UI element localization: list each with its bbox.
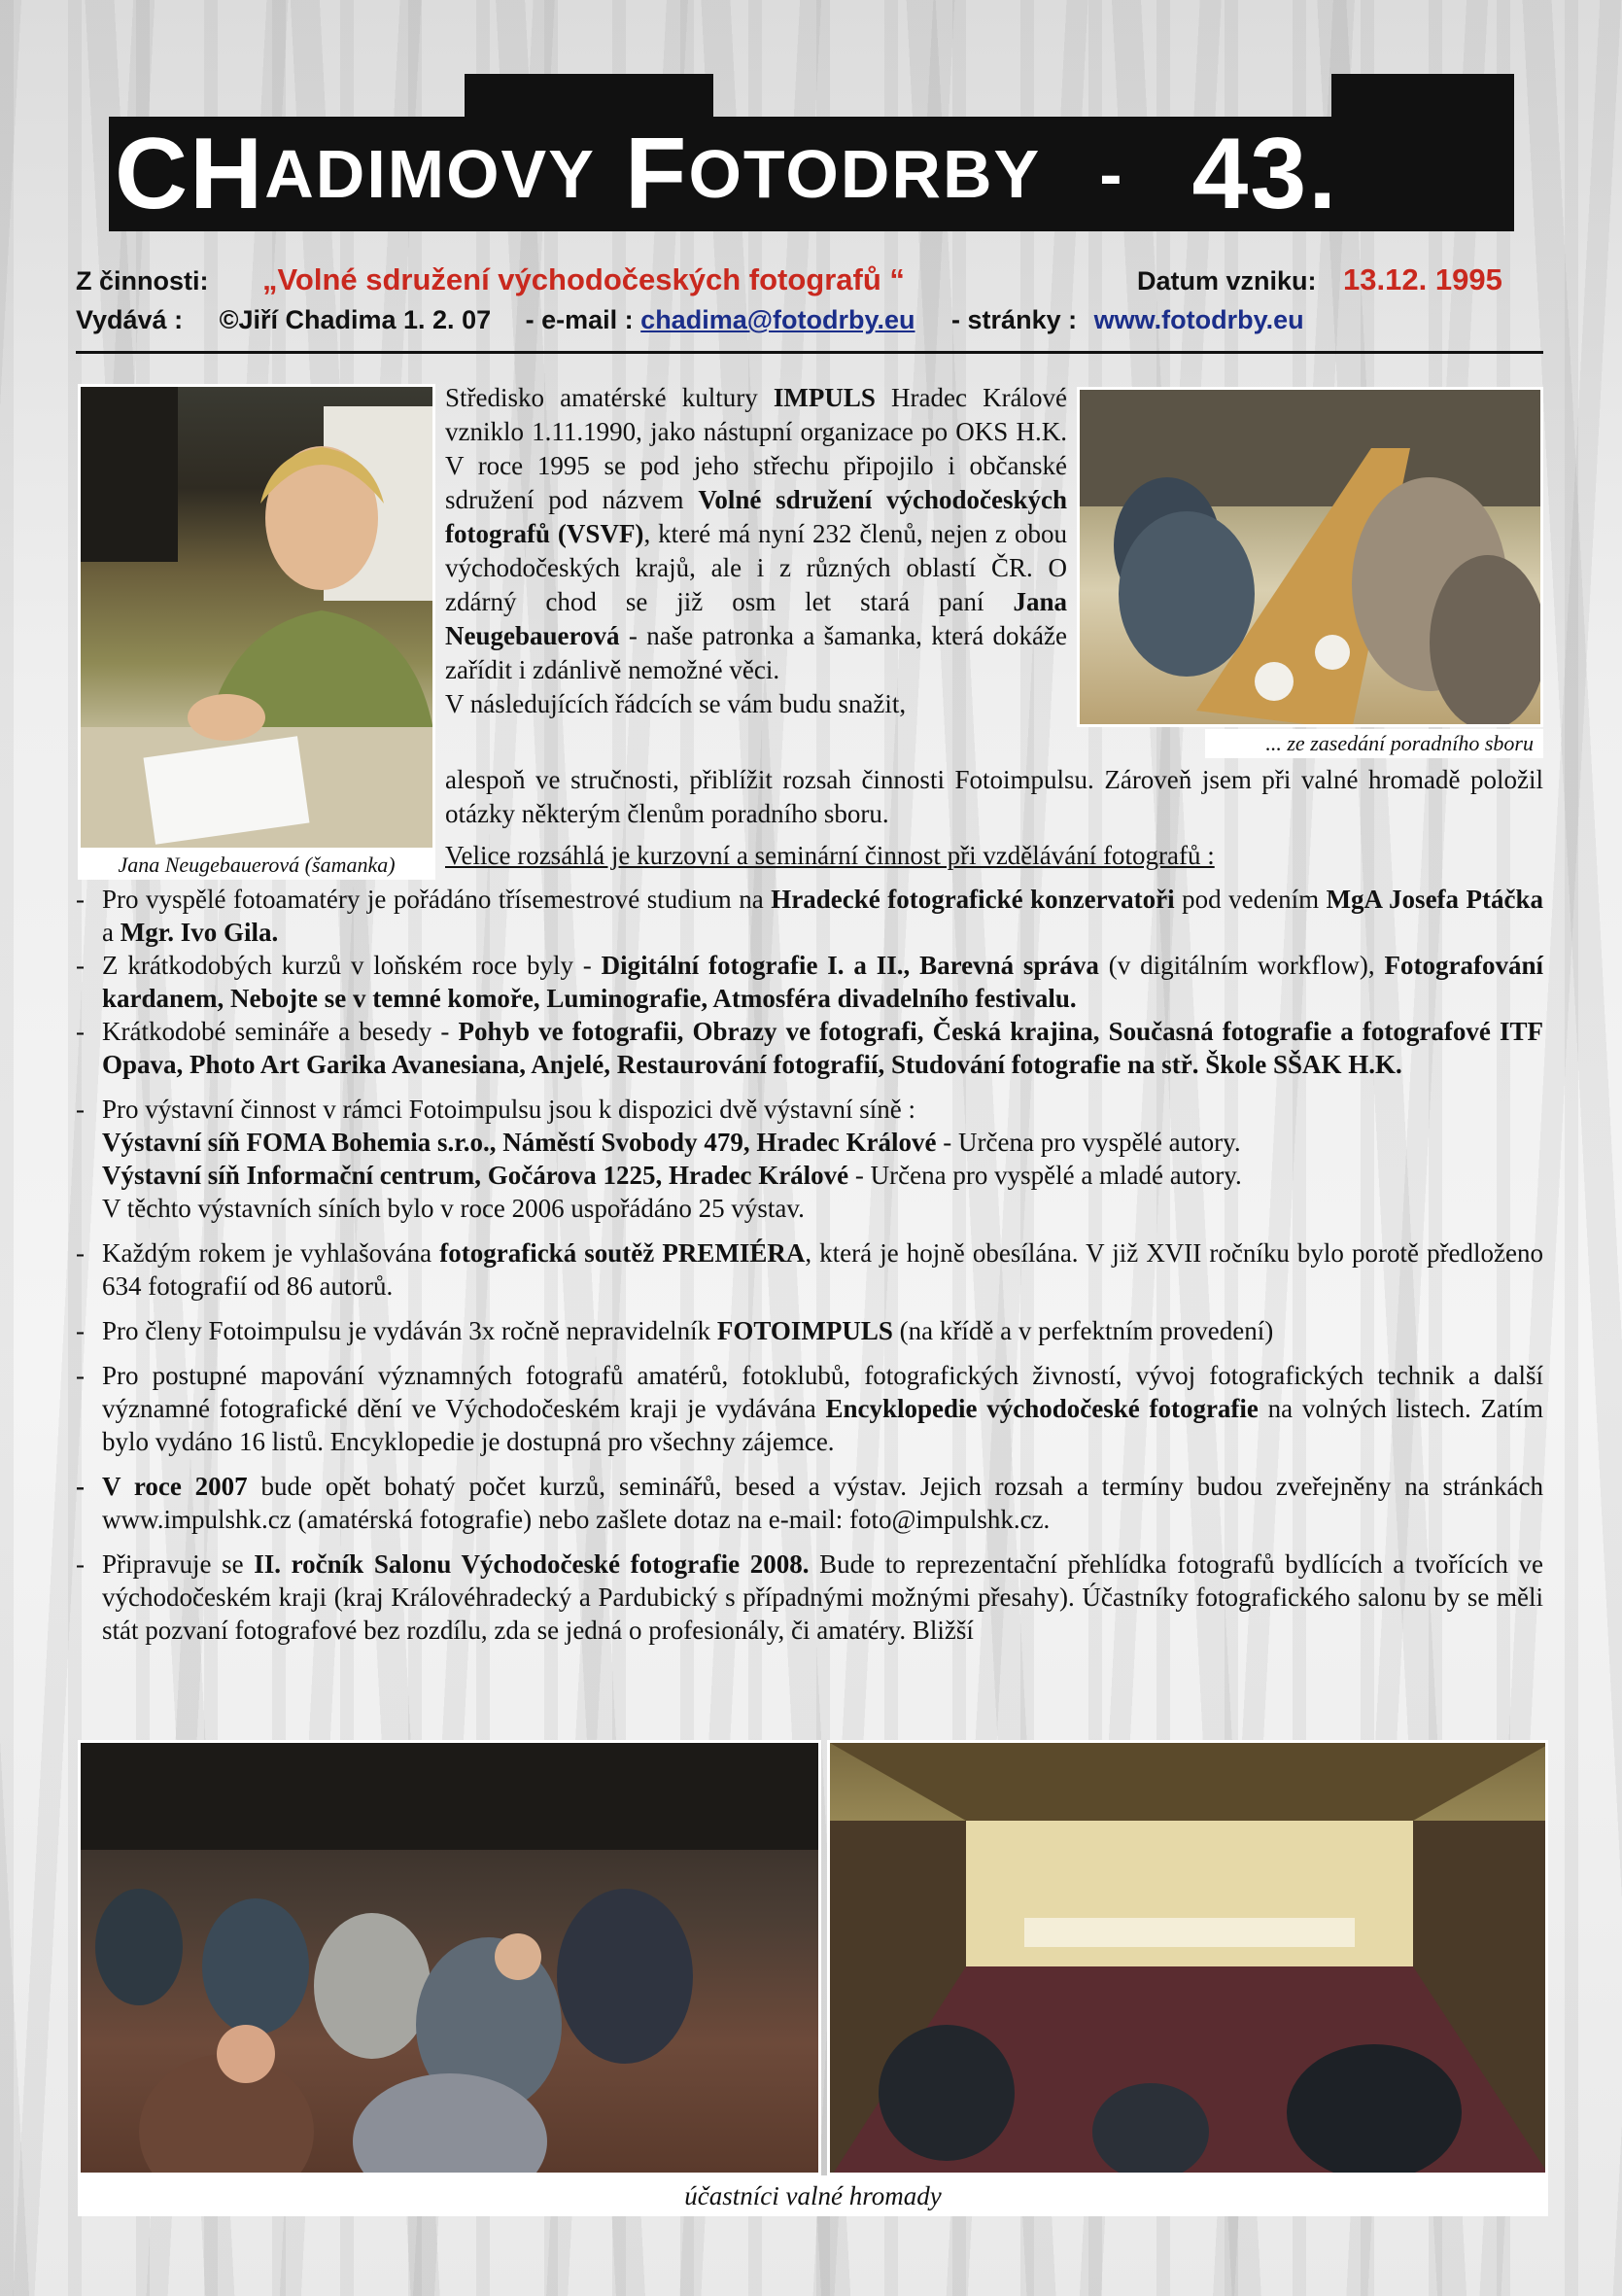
title-dash: - bbox=[1099, 136, 1124, 212]
intro-paragraph: Středisko amatérské kultury IMPULS Hradec Králové vzniklo 1.11.1990, jako nástupní organizace po OKS H.K. V roce 1995 se pod jeho střechu připojilo i občanské sdružení pod názvem Volné sdružení východočeských fotografů (VSVF), které má nyní 232 členů, nejen z obou východočeských krajů, ale i z různých oblastí ČR. O zdárný chod se již osm let stará paní Jana Neugebauerová - naše patronka a šamanka, která dokáže zařídit i zdánlivě nemožné věci. V následujících řádcích se vám budu snažit, bbox=[445, 383, 1068, 718]
bullet-seminare: - Krátkodobé semináře a besedy - Pohyb ve fotografii, Obrazy ve fotografi, Česká krajina, Současná fotografie a fotografové ITF Opava, Photo Art Garika Avanesiana, Anjelé, Restaurování fotografií, Studování fotografie na stř. Škole SŠAK H.K. bbox=[76, 1017, 1543, 1079]
founded-value: 13.12. 1995 bbox=[1343, 262, 1502, 296]
intro-paragraph-2: alespoň ve stručnosti, přiblížit rozsah činnosti Fotoimpulsu. Zároveň jsem při valné hromadě položil otázky některým členům poradního sboru. bbox=[445, 765, 1543, 828]
bullet-vystavy: - Pro výstavní činnost v rámci Fotoimpulsu jsou k dispozici dvě výstavní síně : Výstavní síň FOMA Bohemia s.r.o., Náměstí Svobody 479, Hradec Králové - Určena pro vyspělé autory. Výstavní síň Informační centrum, Gočárova 1225, Hradec Králové - Určena pro vyspělé a mladé autory. V těchto výstavních síních bylo v roce 2006 uspořádáno 25 výstav. bbox=[76, 1095, 1242, 1223]
header-line-2 bbox=[76, 305, 1304, 335]
header-line-1 bbox=[76, 262, 905, 297]
title-ch: CH bbox=[115, 118, 265, 230]
masthead-title bbox=[109, 117, 1514, 231]
masthead-tab-left bbox=[465, 74, 713, 122]
audience-illustration bbox=[81, 1743, 821, 2175]
bullet-premiera: - Každým rokem je vyhlašována fotografická soutěž PREMIÉRA, která je hojně obesílána. V již XVII ročníku bylo porotě předloženo 634 fotografií od 86 autorů. bbox=[76, 1238, 1544, 1301]
portrait-caption: Jana Neugebauerová (šamanka) bbox=[78, 851, 435, 880]
activity-label: Z činnosti: bbox=[76, 266, 209, 296]
web-label: - stránky : bbox=[951, 305, 1078, 334]
impulshk-link[interactable]: www.impulshk.cz bbox=[102, 1505, 292, 1534]
hall-photo bbox=[827, 1740, 1548, 2175]
intro-continue: V následujících řádcích se vám budu snažit, bbox=[445, 689, 907, 718]
title-adimovy: ADIMOVY bbox=[264, 136, 596, 212]
audience-photo bbox=[78, 1740, 821, 2175]
publisher-value: ©Jiří Chadima 1. 2. 07 bbox=[219, 305, 492, 334]
portrait-illustration bbox=[81, 387, 435, 851]
bullet-fotoimpuls: - Pro členy Fotoimpulsu je vydáván 3x ročně nepravidelník FOTOIMPULS (na křídě a v perfektním provedení) bbox=[76, 1316, 1274, 1345]
activity-value: „Volné sdružení východočeských fotografů “ bbox=[262, 262, 905, 296]
portrait-photo bbox=[78, 384, 435, 851]
bullet-list bbox=[76, 883, 1543, 1647]
founded-label: Datum vzniku: bbox=[1137, 266, 1317, 296]
bottom-caption: účastníci valné hromady bbox=[78, 2175, 1548, 2216]
header-founded bbox=[1137, 262, 1502, 297]
title-f: F bbox=[624, 118, 689, 230]
bullet-konzervator: - Pro vyspělé fotoamatéry je pořádáno třísemestrové studium na Hradecké fotografické konzervatoři pod vedením MgA Josefa Ptáčka a Mgr. Ivo Gila. bbox=[76, 885, 1544, 947]
bullet-kurzy: - Z krátkodobých kurzů v loňském roce byly - Digitální fotografie I. a II., Barevná správa (v digitálním workflow), Fotografování kardanem, Nebojte se v temné komoře, Luminografie, Atmosféra divadelního festivalu. bbox=[76, 951, 1543, 1013]
impulshk-email-link[interactable]: foto@impulshk.cz. bbox=[848, 1505, 1051, 1534]
meeting-caption: ... ze zasedání poradního sboru bbox=[1205, 729, 1543, 758]
header-rule bbox=[76, 351, 1543, 354]
bullet-salon: - Připravuje se II. ročník Salonu Východočeské fotografie 2008. Bude to reprezentační přehlídka fotografů bydlících a tvořících ve východočeském kraji (kraj Královéhradecký a Pardubický s případnými možnými přesahy). Účastníky fotografického salonu by se měli stát pozvaní fotografové bez rozdílu, zda se jedná o profesionály, či amatéry. Bližší bbox=[76, 1549, 1544, 1645]
meeting-photo bbox=[1077, 387, 1543, 727]
web-link[interactable]: www.fotodrby.eu bbox=[1093, 305, 1304, 334]
masthead-tab-right bbox=[1331, 74, 1514, 122]
courses-heading: Velice rozsáhlá je kurzovní a seminární činnost při vzdělávání fotografů : bbox=[445, 841, 1215, 870]
email-link[interactable]: chadima@fotodrby.eu bbox=[640, 305, 915, 334]
meeting-illustration bbox=[1080, 390, 1543, 727]
publisher-label: Vydává : bbox=[76, 305, 184, 334]
title-otodrby: OTODRBY bbox=[688, 136, 1042, 212]
email-label: - e-mail : bbox=[525, 305, 634, 334]
issue-number: 43. bbox=[1191, 118, 1339, 230]
bullet-2007: - V roce 2007 bude opět bohatý počet kurzů, seminářů, besed a výstav. Jejich rozsah a termíny budou zveřejněny na stránkách www.impulshk.cz (amatérská fotografie) nebo zašlete dotaz na e-mail: foto@impulshk.cz. bbox=[76, 1472, 1543, 1534]
bullet-encyklopedie: - Pro postupné mapování významných fotografů amatérů, fotoklubů, fotografických živností, vývoj fotografických technik a další významné fotografické dění ve Východočeském kraji je vydávána Encyklopedie východočeské fotografie na volných listech. Zatím bylo vydáno 16 listů. Encyklopedie je dostupná pro všechny zájemce. bbox=[76, 1361, 1543, 1456]
hall-illustration bbox=[830, 1743, 1548, 2175]
